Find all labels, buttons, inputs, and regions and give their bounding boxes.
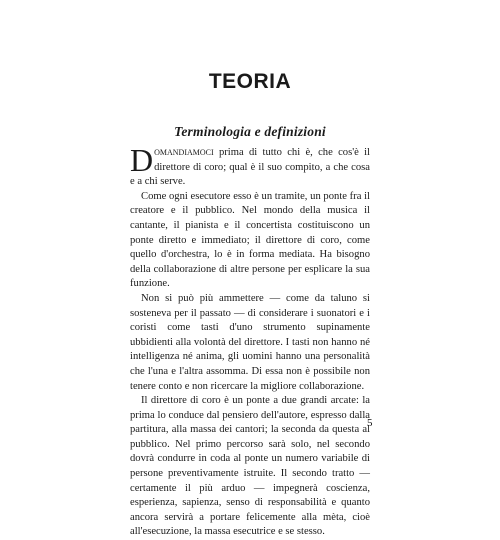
paragraph-1 [130, 142, 370, 190]
paragraph-1-text: prima di tutto chi è, che cos'è il direttore di coro; qual è il suo compito, a che cosa e a chi serve. [130, 147, 370, 188]
chapter-title: TEORIA [208, 70, 292, 93]
paragraph-4: Il direttore di coro è un ponte a due grandi arcate: la prima lo conduce dal pensiero dell'autore, espresso dalla partitura, alla massa dei cantori; la seconda da questa al pubblico. Nel primo percorso sarà solo, nel secondo dovrà condurre in coda al ponte un numero variabile di persone preventivamente istruite. Il secondo tratto — certamente il più arduo — impegnerà coscienza, esperienza, sapienza, senso di responsabilità e quanto ancora servirà a portare felicemente alla mèta, cioè all'esecuzione, la massa esecutrice e se stesso. [130, 395, 370, 538]
paragraph-2: Come ogni esecutore esso è un tramite, un ponte fra il creatore e il pubblico. Nel mondo della musica il cantante, il pianista e il concertista costituiscono un ponte diretto e immediato; il direttore di coro, come quello d'orchestra, lo è in forma mediata. Ha bisogno della collaborazione di altre persone per esplicare la sua funzione. [130, 190, 370, 290]
drop-cap: D [130, 142, 154, 178]
opening-word: omandiamoci [154, 146, 214, 158]
paragraph-3: Non si può più ammettere — come da taluno si sosteneva per il passato — di considerare i suonatori e i coristi come tasti d'uno strumento supinamente ubbidienti alla volontà del direttore. I tasti non hanno né intelligenza né anima, gli uomini hanno una personalità che l'una e l'altra assomma. Di essa non è possibile non tenere conto e non ricercare la migliore collaborazione. [130, 292, 370, 392]
body-text [130, 142, 370, 540]
page-number: 5 [367, 417, 373, 429]
section-title: Terminologia e definizioni [174, 124, 326, 139]
